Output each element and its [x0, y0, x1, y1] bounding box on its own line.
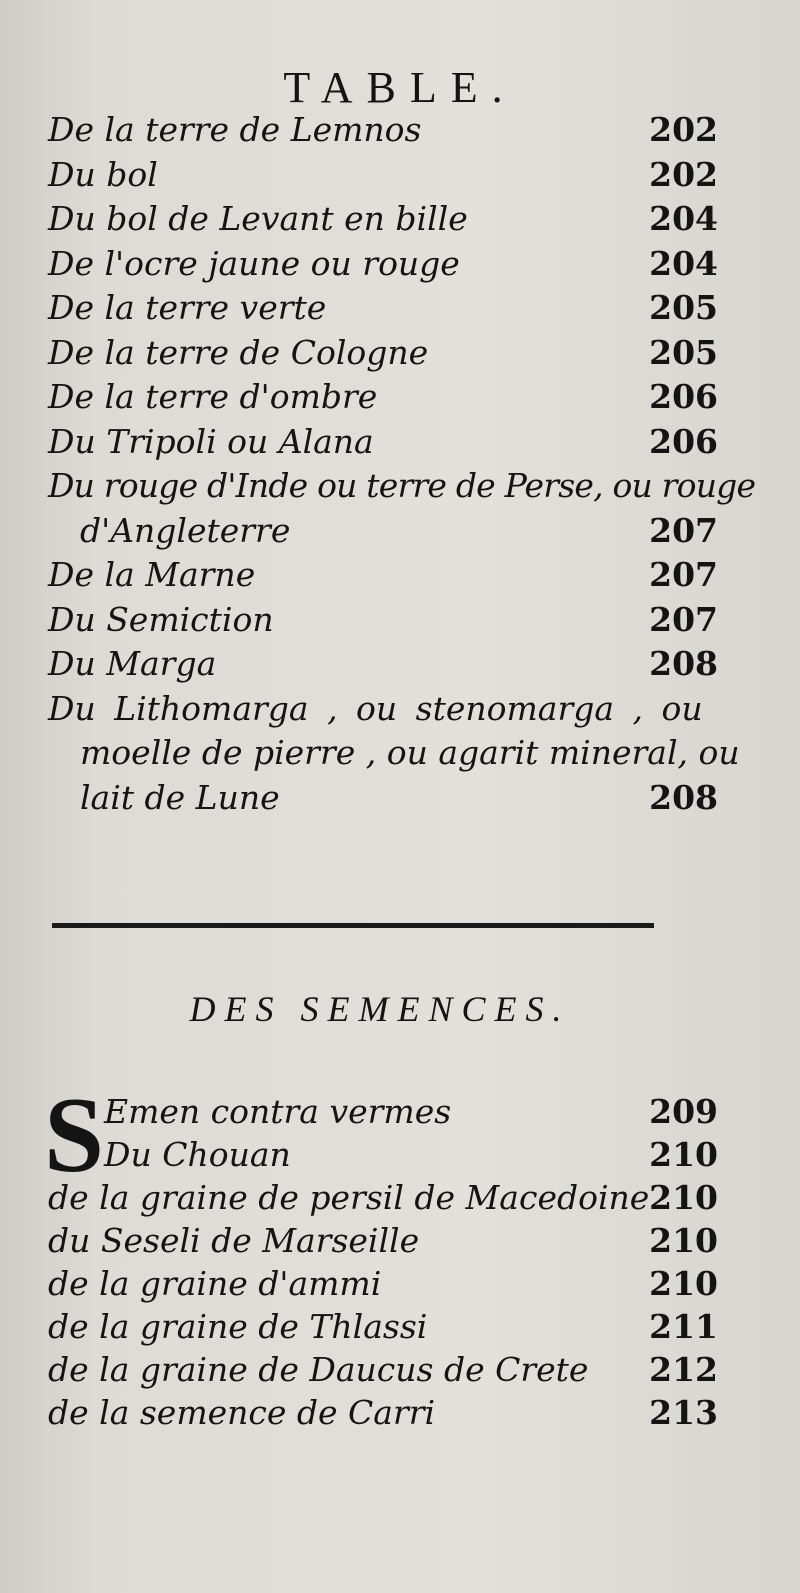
toc-entry: Du Tripoli ou Alana 206: [48, 421, 718, 461]
drop-cap: S: [44, 1076, 105, 1195]
toc-entry: lait de Lune 208: [80, 777, 718, 817]
toc-entry: Du Marga 208: [48, 644, 718, 683]
toc-entry: de la semence de Carri 213: [48, 1393, 718, 1432]
toc-entry: de la graine de Daucus de Crete 212: [48, 1350, 718, 1389]
section-entries: [48, 1090, 718, 1434]
section-title: DES SEMENCES.: [189, 989, 571, 1029]
toc-entry: Emen contra vermes 209: [104, 1092, 718, 1131]
toc-entry: Du bol 202: [48, 154, 718, 194]
toc-entry: de la graine de Thlassi 211: [48, 1307, 718, 1346]
toc-entry: Du Lithomarga , ou stenomarga , ou: [48, 688, 703, 728]
toc-entry: Du Chouan 210: [104, 1135, 718, 1174]
table-of-contents: [48, 108, 756, 820]
toc-entry: De la Marne 207: [48, 555, 718, 594]
toc-entry: moelle de pierre , ou agarit mineral, ou: [80, 733, 740, 772]
toc-entry: De la terre d'ombre 206: [48, 377, 718, 416]
toc-entry: Du Semiction 207: [48, 599, 718, 639]
toc-entry: de la graine d'ammi 210: [48, 1264, 718, 1303]
toc-entry: De la terre de Lemnos 202: [48, 110, 718, 149]
section-divider: [52, 923, 654, 928]
toc-entry: d'Angleterre 207: [80, 510, 718, 550]
toc-entry: De la terre verte 205: [48, 288, 718, 327]
toc-entry: du Seseli de Marseille 210: [48, 1221, 718, 1260]
toc-entry: Du bol de Levant en bille 204: [48, 199, 718, 238]
page-header: TABLE.: [283, 63, 517, 112]
toc-entry: De l'ocre jaune ou rouge 204: [48, 243, 718, 283]
toc-entry: de la graine de persil de Macedoine 210: [48, 1178, 718, 1217]
toc-entry: De la terre de Cologne 205: [48, 332, 718, 372]
toc-entry: Du rouge d'Inde ou terre de Perse, ou rouge: [48, 466, 756, 505]
